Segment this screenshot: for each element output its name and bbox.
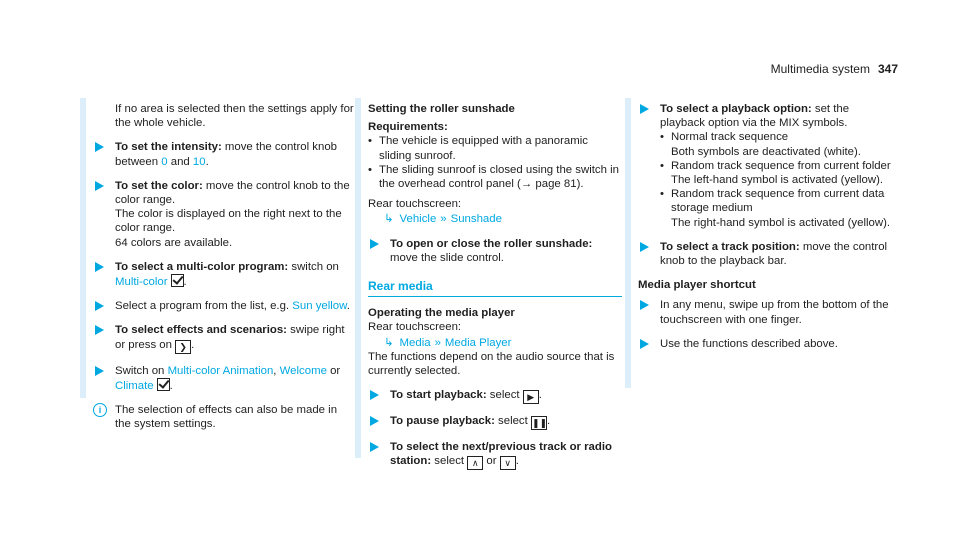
welcome-link: Welcome: [279, 364, 327, 377]
list-item: • The vehicle is equipped with a panoramic sliding sunroof.: [368, 135, 588, 162]
section-rear-media: Rear media: [368, 279, 622, 297]
step-arrow-icon: [95, 142, 104, 152]
step-arrow-icon: [95, 325, 104, 335]
checkbox-icon: [157, 378, 170, 391]
step-arrow-icon: [640, 339, 649, 349]
page-number: 347: [877, 62, 898, 76]
change-bar-middle: [355, 98, 361, 458]
note: i The selection of effects can also be made in the system settings.: [93, 403, 355, 431]
step-select-program: Select a program from the list, e.g. Sun yellow.: [93, 299, 355, 313]
step-open-close: To open or close the roller sunshade: move the slide control.: [368, 237, 622, 265]
step-swipe: In any menu, swipe up from the bottom of the touchscreen with one finger.: [638, 298, 896, 326]
path-start-icon: ↳: [384, 213, 394, 226]
list-item: • The sliding sunroof is closed using the switch in the overhead control panel (→ page 81).: [368, 163, 619, 191]
requirements-list: [368, 134, 622, 191]
step-start-playback: To start playback: select ▶ .: [368, 388, 622, 404]
play-icon: ▶: [523, 390, 539, 404]
step-arrow-icon: [640, 300, 649, 310]
multi-color-link: Multi-color: [115, 276, 168, 289]
list-item: • Random track sequence from current folder The left-hand symbol is activated (yellow).: [660, 159, 891, 187]
chevron-right-icon: ❯: [175, 340, 191, 354]
page-header: [771, 62, 898, 76]
operating-heading: Operating the media player: [368, 307, 515, 320]
step-track-position: To select a track position: move the control knob to the playback bar.: [638, 240, 896, 268]
step-effects: To select effects and scenarios: swipe right or press on ❯ .: [93, 323, 355, 353]
list-item: • Random track sequence from current data storage medium The right-hand symbol is activated (yellow).: [660, 188, 891, 229]
step-color: To set the color: move the control knob to the color range. The color is displayed on the right next to the color range. 64 colors are available.: [93, 179, 355, 250]
climate-link: Climate: [115, 379, 154, 392]
step-arrow-icon: [370, 390, 379, 400]
column-middle: [368, 102, 622, 480]
step-multicolor: To select a multi-color program: switch on Multi-color .: [93, 260, 355, 289]
step-use-functions: Use the functions described above.: [638, 337, 896, 351]
step-arrow-icon: [95, 181, 104, 191]
functions-text: The functions depend on the audio source that is currently selected.: [368, 350, 615, 378]
path-separator-icon: »: [434, 336, 441, 349]
step-switch-on: Switch on Multi-color Animation, Welcome or Climate .: [93, 364, 355, 393]
step-playback-option: To select a playback option: set the playback option via the MIX symbols. • Normal track sequence Both symbols are deactivated (white). • Random track sequence from current folder The left-hand symbol is activated (yellow). • Random track sequence from current data storage medium The right-hand symbol is activated (yellow).: [638, 102, 896, 230]
intro-paragraph: If no area is selected then the settings apply for the whole vehicle.: [115, 103, 354, 130]
requirements-label: Requirements:: [368, 121, 448, 134]
header-title: Multimedia system: [770, 62, 870, 76]
value-0: 0: [161, 155, 168, 168]
shortcut-heading: Media player shortcut: [638, 279, 756, 292]
step-arrow-icon: [95, 262, 104, 272]
step-arrow-icon: [370, 442, 379, 452]
list-item: • Normal track sequence Both symbols are deactivated (white).: [660, 131, 861, 158]
change-bar-right: [625, 98, 631, 388]
path-start-icon: ↳: [384, 336, 394, 349]
rear-touchscreen-label: Rear touchscreen:: [368, 321, 462, 334]
column-left: [93, 102, 355, 441]
step-arrow-icon: [95, 301, 104, 311]
chevron-up-icon: ∧: [467, 456, 483, 470]
change-bar-left: [80, 98, 86, 398]
playback-options-list: [660, 130, 896, 229]
roller-sunshade-heading: Setting the roller sunshade: [368, 103, 515, 115]
step-next-previous: To select the next/previous track or radio station: select ∧ or ∨ .: [368, 440, 622, 470]
chevron-down-icon: ∨: [500, 456, 516, 470]
value-10: 10: [192, 155, 206, 168]
checkbox-icon: [171, 274, 184, 287]
multi-color-animation-link: Multi-color Animation: [167, 364, 274, 377]
step-arrow-icon: [640, 104, 649, 114]
column-right: [638, 102, 896, 361]
menu-path-media: ↳ Media » Media Player: [384, 336, 512, 349]
menu-path-sunshade: ↳ Vehicle » Sunshade: [384, 213, 502, 226]
step-arrow-icon: [370, 239, 379, 249]
step-arrow-icon: [640, 242, 649, 252]
rear-touchscreen-label: Rear touchscreen:: [368, 198, 462, 211]
sun-yellow-link: Sun yellow: [292, 300, 347, 313]
info-icon: i: [93, 403, 107, 417]
pause-icon: ❚❚: [531, 418, 548, 429]
path-separator-icon: »: [440, 213, 447, 226]
step-pause-playback: To pause playback: select ❚❚.: [368, 414, 622, 430]
step-arrow-icon: [370, 416, 379, 426]
step-intensity: To set the intensity: move the control knob between 0 and 10.: [93, 140, 355, 168]
step-arrow-icon: [95, 366, 104, 376]
